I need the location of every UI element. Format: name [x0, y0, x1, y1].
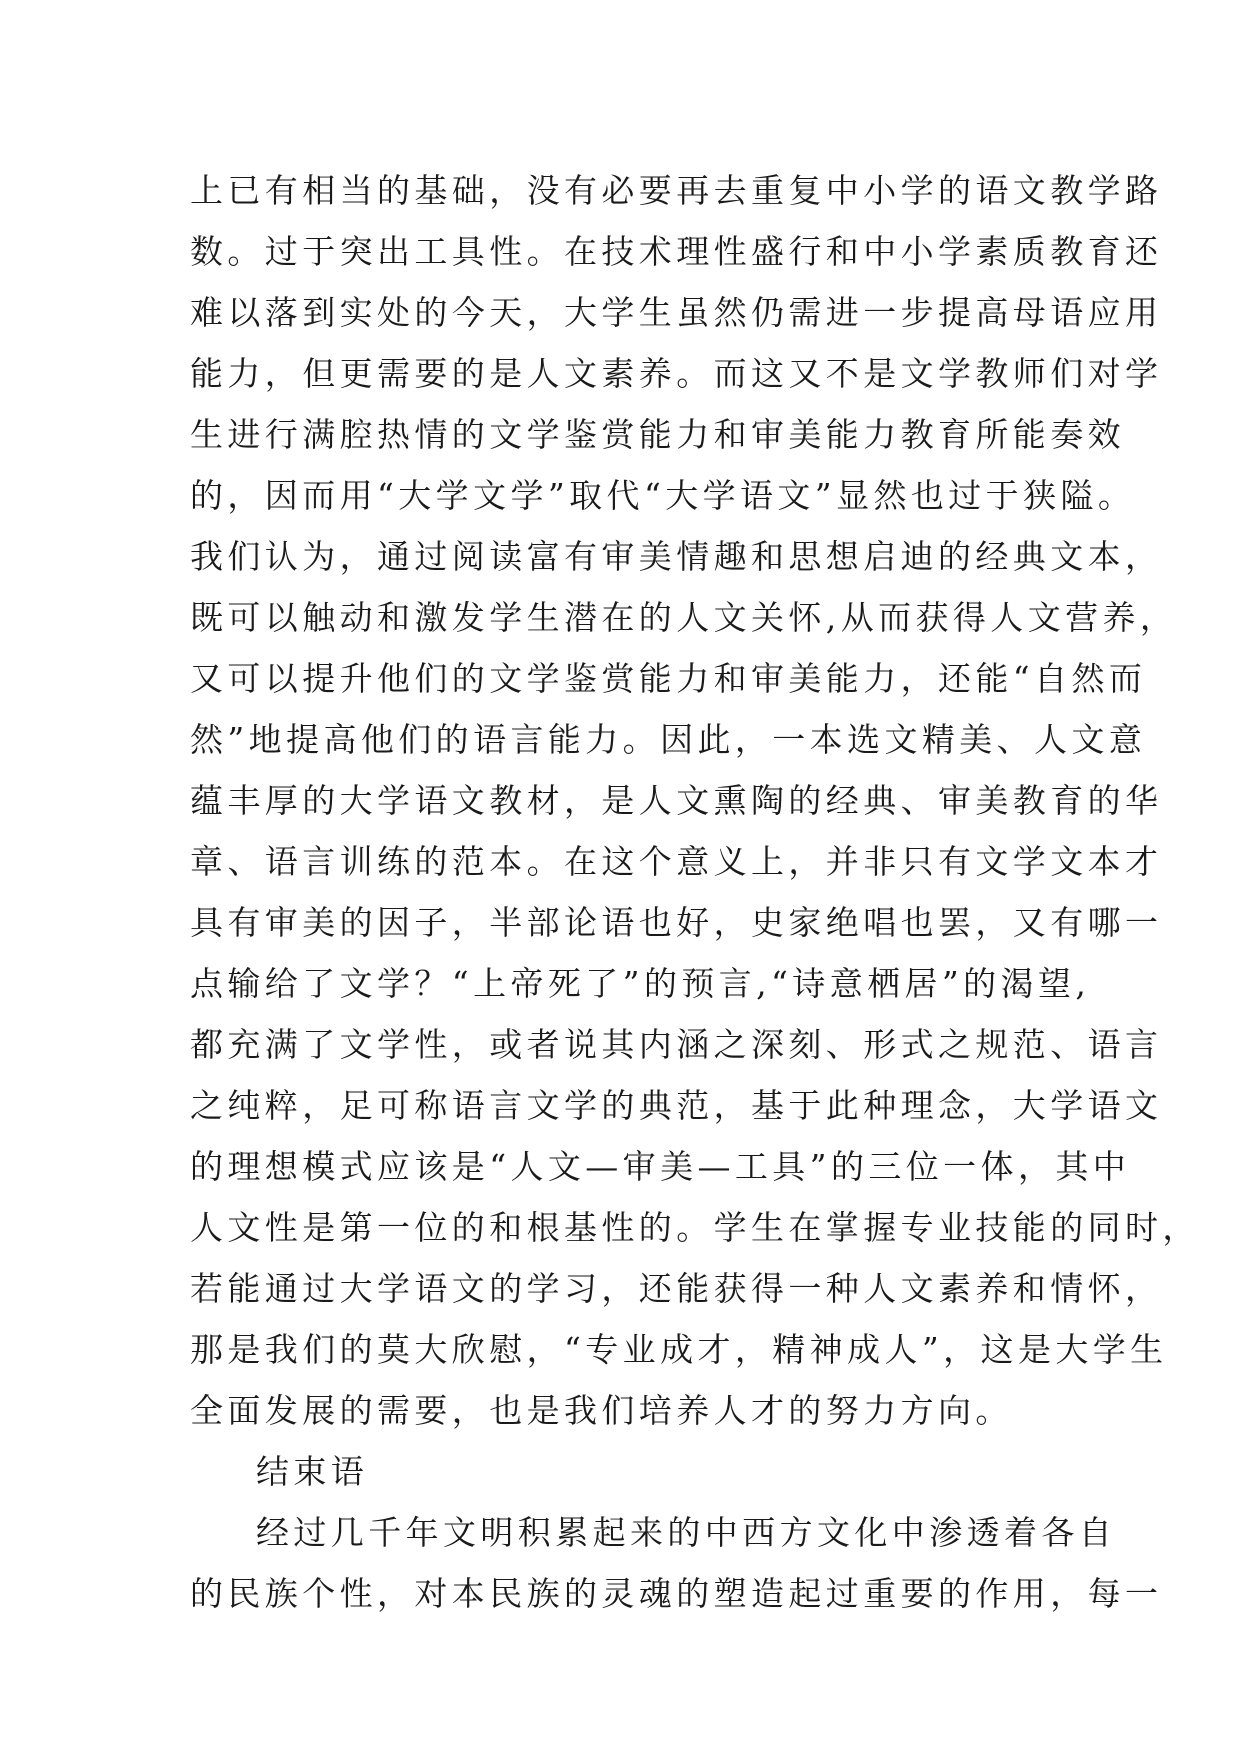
text-line: 既可以触动和激发学生潜在的人文关怀,从而获得人文营养， [190, 598, 1178, 637]
text-line: 章、语言训练的范本。在这个意义上，并非只有文学文本才 [190, 842, 1163, 881]
text-line: 人文性是第一位的和根基性的。学生在掌握专业技能的同时， [190, 1208, 1200, 1247]
text-line: 的理想模式应该是“人文—审美—工具”的三位一体，其中 [190, 1147, 1131, 1186]
text-line: 数。过于突出工具性。在技术理性盛行和中小学素质教育还 [190, 232, 1163, 271]
text-line: 具有审美的因子，半部论语也好，史家绝唱也罢，又有哪一 [190, 903, 1163, 942]
section-heading: 结束语 [256, 1452, 369, 1491]
text-line: 生进行满腔热情的文学鉴赏能力和审美能力教育所能奏效 [190, 415, 1125, 454]
text-line: 都充满了文学性，或者说其内涵之深刻、形式之规范、语言 [190, 1025, 1163, 1064]
text-line: 然”地提高他们的语言能力。因此，一本选文精美、人文意 [190, 720, 1147, 759]
text-line: 能力，但更需要的是人文素养。而这又不是文学教师们对学 [190, 354, 1163, 393]
text-line: 的民族个性，对本民族的灵魂的塑造起过重要的作用，每一 [190, 1574, 1163, 1613]
text-line: 上已有相当的基础，没有必要再去重复中小学的语文教学路 [190, 171, 1163, 210]
text-line: 经过几千年文明积累起来的中西方文化中渗透着各自 [256, 1513, 1117, 1552]
text-line: 全面发展的需要，也是我们培养人才的努力方向。 [190, 1391, 1013, 1430]
text-line: 那是我们的莫大欣慰，“专业成才，精神成人”，这是大学生 [190, 1330, 1168, 1369]
text-line: 我们认为，通过阅读富有审美情趣和思想启迪的经典文本， [190, 537, 1163, 576]
text-line: 点输给了文学？“上帝死了”的预言,“诗意栖居”的渴望, [190, 964, 1091, 1003]
text-line: 之纯粹，足可称语言文学的典范，基于此种理念，大学语文 [190, 1086, 1163, 1125]
text-line: 的，因而用“大学文学”取代“大学语文”显然也过于狭隘。 [190, 476, 1136, 515]
text-line: 蕴丰厚的大学语文教材，是人文熏陶的经典、审美教育的华 [190, 781, 1163, 820]
text-line: 又可以提升他们的文学鉴赏能力和审美能力，还能“自然而 [190, 659, 1147, 698]
text-line: 难以落到实处的今天，大学生虽然仍需进一步提高母语应用 [190, 293, 1163, 332]
body-text [190, 160, 1200, 1624]
text-line: 若能通过大学语文的学习，还能获得一种人文素养和情怀， [190, 1269, 1163, 1308]
